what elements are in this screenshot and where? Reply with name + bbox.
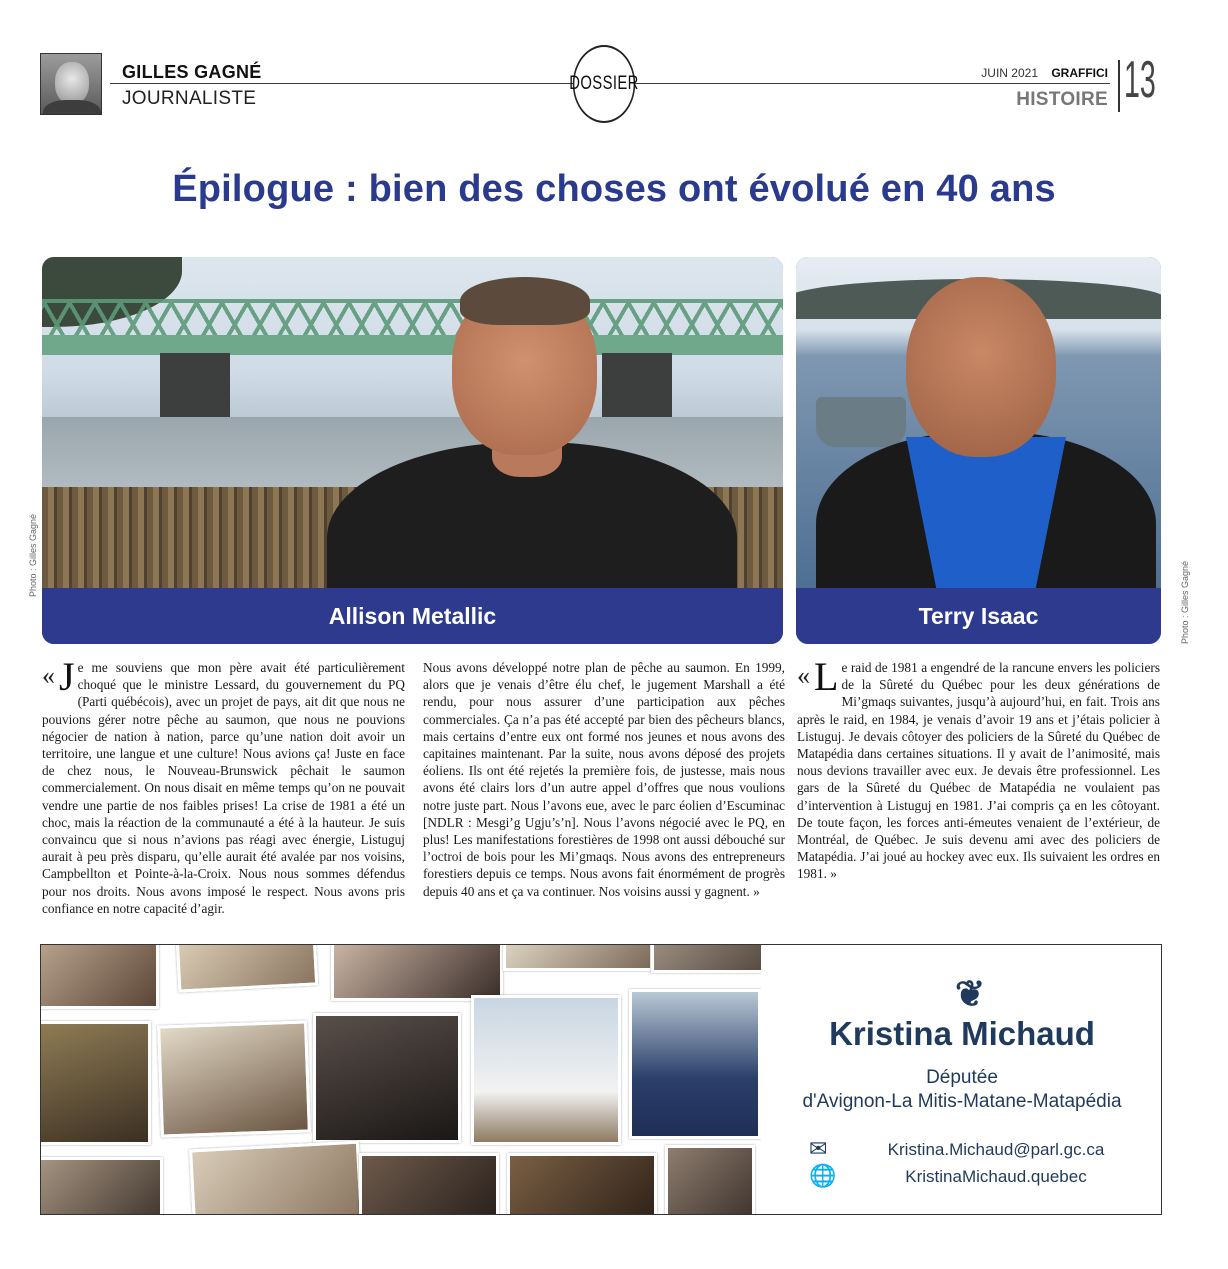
dossier-badge: DOSSIER xyxy=(573,45,635,123)
ad-email[interactable]: Kristina.Michaud@parl.gc.ca xyxy=(887,1140,1105,1159)
photo-collage xyxy=(41,945,786,1215)
advertisement xyxy=(40,944,1162,1215)
ad-riding: d'Avignon-La Mitis-Matane-Matapédia xyxy=(802,1091,1122,1112)
photo-credit: Photo : Gilles Gagné xyxy=(1180,560,1190,644)
publication-brand: GRAFFICI xyxy=(1051,66,1108,80)
drop-cap: L xyxy=(814,654,839,699)
ad-contact-panel xyxy=(761,945,1162,1215)
party-logo-icon: ❦ xyxy=(955,973,986,1014)
portrait-photo xyxy=(42,257,783,588)
author-name: GILLES GAGNÉ xyxy=(122,62,262,82)
article-column-3 xyxy=(797,654,1160,883)
quote-mark: « xyxy=(42,661,55,690)
section-label: HISTOIRE xyxy=(1016,89,1108,110)
page-divider xyxy=(1118,60,1120,112)
photo-caption: Terry Isaac xyxy=(796,588,1161,644)
issue-date: JUIN 2021 xyxy=(981,66,1038,80)
portrait-photo xyxy=(796,257,1161,588)
photo-card-terry-isaac xyxy=(796,257,1161,644)
ad-name: Kristina Michaud xyxy=(829,1015,1095,1052)
column-text: e raid de 1981 a engendré de la rancune envers les policiers de la Sûreté du Québec pour les deux générations de Mi’gmaqs suivantes, jusqu’à aujourd’hui, en fait. Trois ans après le raid, en 1984, je venais d’avoir 19 ans et j’étais policier à Listuguj. Je devais côtoyer des policiers de la Sûreté du Québec de Matapédia dans certaines situations. Il y avait de l’animosité, mais nous devions travailler avec eux. Je devais être professionnel. Les gars de la Sûreté du Québec de Matapédia ne voulaient pas d’intervention à Listuguj en 1981. J’ai compris ça en les côtoyant. De toute façon, les forces anti-émeutes venaient de l’extérieur, de Montréal, de Québec. Je suis devenu ami avec des policiers de Matapédia. J’ai joué au hockey avec eux. Ils suivaient les ordres en 1981. » xyxy=(797,660,1160,882)
globe-icon: 🌐 xyxy=(809,1164,837,1189)
photo-card-allison-metallic xyxy=(42,257,783,644)
author-photo xyxy=(40,53,102,115)
ad-title: Députée xyxy=(926,1067,998,1088)
ad-website[interactable]: KristinaMichaud.quebec xyxy=(905,1167,1087,1186)
article-column-1 xyxy=(42,654,405,917)
drop-cap: J xyxy=(59,654,75,699)
author-role: JOURNALISTE xyxy=(122,88,257,109)
article-column-2 xyxy=(423,659,785,900)
page-number: 13 xyxy=(1124,51,1156,109)
headline: Épilogue : bien des choses ont évolué en 40 ans xyxy=(172,168,1056,210)
quote-mark: « xyxy=(797,661,810,690)
column-text: Nous avons développé notre plan de pêche au saumon. En 1999, alors que je venais d’être élu chef, le jugement Marshall a été rendu, pour nous assurer d’une participation aux pêches commerciales. Ça n’a pas été accepté par bien des pêcheurs blancs, mais certains d’entre eux ont formé nos jeunes et nous avons des capitaines maintenant. Par la suite, nous avons déposé des projets éoliens. Ils ont été rejetés la première fois, de justesse, mais nous avons été clairs lors d’un autre appel d’offres que nous voulions notre juste part. Nous l’avons eue, avec le parc éolien d’Escuminac [NDLR : Mesgi’g Ugju’s’n]. Nous l’avons négocié avec le PQ, en plus! Les manifestations forestières de 1998 ont aussi débouché sur l’octroi de bois pour les Mi’gmaqs. Nous avons des entrepreneurs forestiers depuis ce temps. Nous avons fait énormément de progrès depuis 40 ans et ça va continuer. Nos voisins aussi y gagnent. » xyxy=(423,660,785,899)
envelope-icon: ✉ xyxy=(809,1137,828,1162)
photo-caption: Allison Metallic xyxy=(42,588,783,644)
column-text: e me souviens que mon père avait été particulièrement choqué que le ministre Lessard, du gouvernement du PQ (Parti québécois), avec un projet de pays, ait dit que nous ne pouvions gérer notre pêche au saumon, que nous ne pouvions négocier de nation à nation, parce qu’une nation doit avoir un territoire, une langue et une culture! Nous avions ça! Juste en face de chez nous, le Nouveau-Brunswick pêchait le saumon commercialement. On nous disait en même temps qu’on ne pouvait vendre une partie de nos faibles prises! La crise de 1981 a été un choc, mais la réaction de la communauté a été à la hauteur. Je suis convaincu que si nous n’avions pas réagi avec énergie, Listuguj aurait à peu près disparu, qu’elle aurait été avalée par nos voisins, Campbellton et Pointe-à-la-Croix. Nous nous sommes défendus pour nos droits. Nous avons imposé le respect. Nous avons pris confiance en notre capacité d’agir. xyxy=(42,660,405,916)
photo-credit: Photo : Gilles Gagné xyxy=(28,513,38,597)
